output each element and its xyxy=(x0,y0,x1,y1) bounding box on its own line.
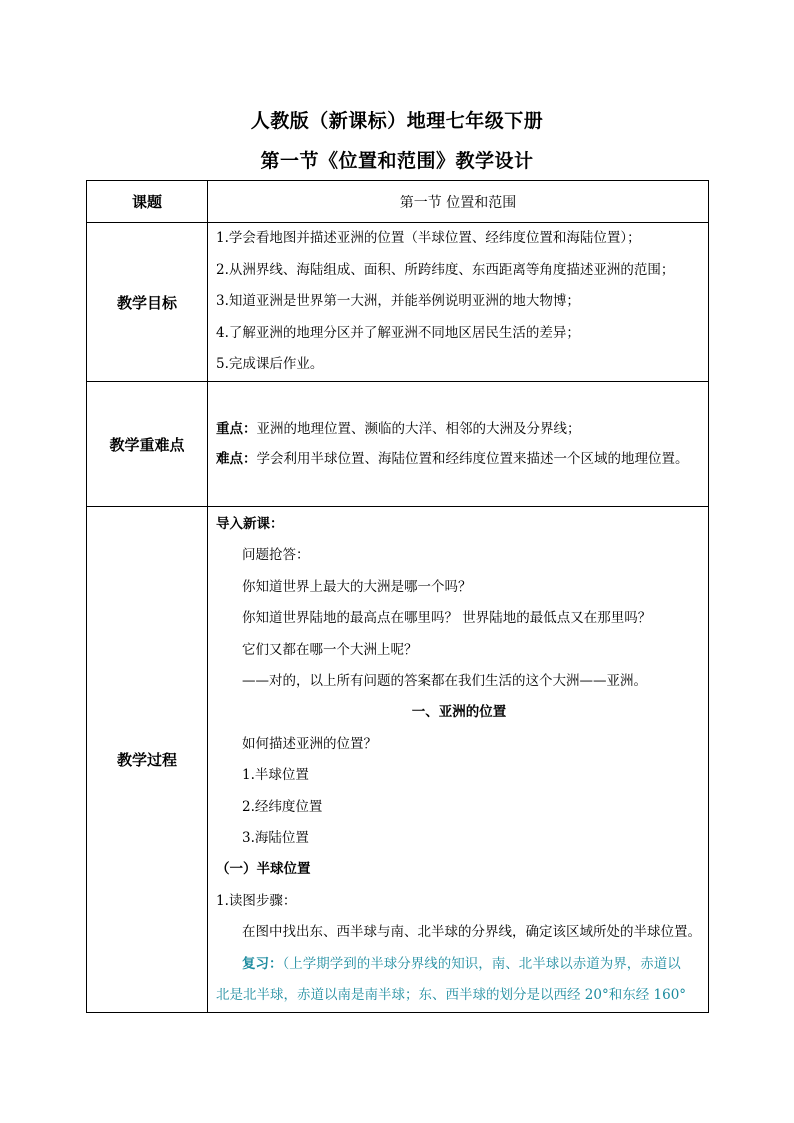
intro-heading: 导入新课： xyxy=(216,516,284,532)
goal-item: 5.完成课后作业。 xyxy=(216,356,324,373)
topic-label: 课题 xyxy=(87,181,208,223)
lesson-plan-table xyxy=(86,180,709,1013)
step-heading: 1.读图步骤： xyxy=(216,892,297,909)
answer-text: ——对的，以上所有问题的答案都在我们生活的这个大洲——亚洲。 xyxy=(242,673,647,690)
table-row-key-points xyxy=(87,382,709,507)
review-text-continued: 北是北半球，赤道以南是南半球；东、西半球的划分是以西经 20°和东经 160° xyxy=(216,987,687,1004)
question-heading: 问题抢答： xyxy=(242,547,310,564)
goal-item: 3.知道亚洲是世界第一大洲，并能举例说明亚洲的地大物博； xyxy=(216,293,580,310)
step-text: 在图中找出东、西半球与南、北半球的分界线，确定该区域所处的半球位置。 xyxy=(242,924,701,941)
goal-item: 2.从洲界线、海陆组成、面积、所跨纬度、东西距离等角度描述亚洲的范围； xyxy=(216,261,675,278)
goal-item: 1.学会看地图并描述亚洲的位置（半球位置、经纬度位置和海陆位置）； xyxy=(216,230,641,247)
key-point-label: 重点： xyxy=(216,421,257,437)
position-item: 1.半球位置 xyxy=(242,767,309,784)
table-row-process xyxy=(87,507,709,1013)
how-question: 如何描述亚洲的位置？ xyxy=(242,735,377,752)
process-cell xyxy=(208,507,709,1013)
table-row-goals xyxy=(87,223,709,382)
position-item: 3.海陆位置 xyxy=(242,830,309,847)
goals-cell xyxy=(208,223,709,382)
key-point-text: 亚洲的地理位置、濒临的大洋、相邻的大洲及分界线； xyxy=(256,421,581,437)
key-points-label: 教学重难点 xyxy=(87,382,208,507)
question-3: 它们又都在哪一个大洲上呢？ xyxy=(242,641,418,658)
key-points-cell xyxy=(208,382,709,507)
key-point-line xyxy=(216,414,702,444)
position-item: 2.经纬度位置 xyxy=(242,798,323,815)
goals-label: 教学目标 xyxy=(87,223,208,382)
subsection-heading: （一）半球位置 xyxy=(216,861,311,878)
question-1: 你知道世界上最大的大洲是哪一个吗？ xyxy=(242,578,472,595)
difficult-point-text: 学会利用半球位置、海陆位置和经纬度位置来描述一个区域的地理位置。 xyxy=(256,451,689,467)
table-row-topic xyxy=(87,181,709,223)
review-line xyxy=(216,949,702,980)
section-heading: 一、亚洲的位置 xyxy=(411,704,507,721)
difficult-point-line xyxy=(216,444,702,474)
document-title: 人教版（新课标）地理七年级下册 xyxy=(250,110,544,132)
review-text: （上学期学到的半球分界线的知识，南、北半球以赤道为界，赤道以 xyxy=(282,955,681,972)
document-subtitle: 第一节《位置和范围》教学设计 xyxy=(260,150,534,172)
review-label: 复习： xyxy=(242,955,283,972)
topic-value: 第一节 位置和范围 xyxy=(208,181,709,223)
goal-item: 4.了解亚洲的地理分区并了解亚洲不同地区居民生活的差异； xyxy=(216,324,580,341)
difficult-point-label: 难点： xyxy=(216,451,257,467)
question-2: 你知道世界陆地的最高点在哪里吗？ 世界陆地的最低点又在那里吗？ xyxy=(242,610,652,627)
process-label: 教学过程 xyxy=(87,507,208,1013)
